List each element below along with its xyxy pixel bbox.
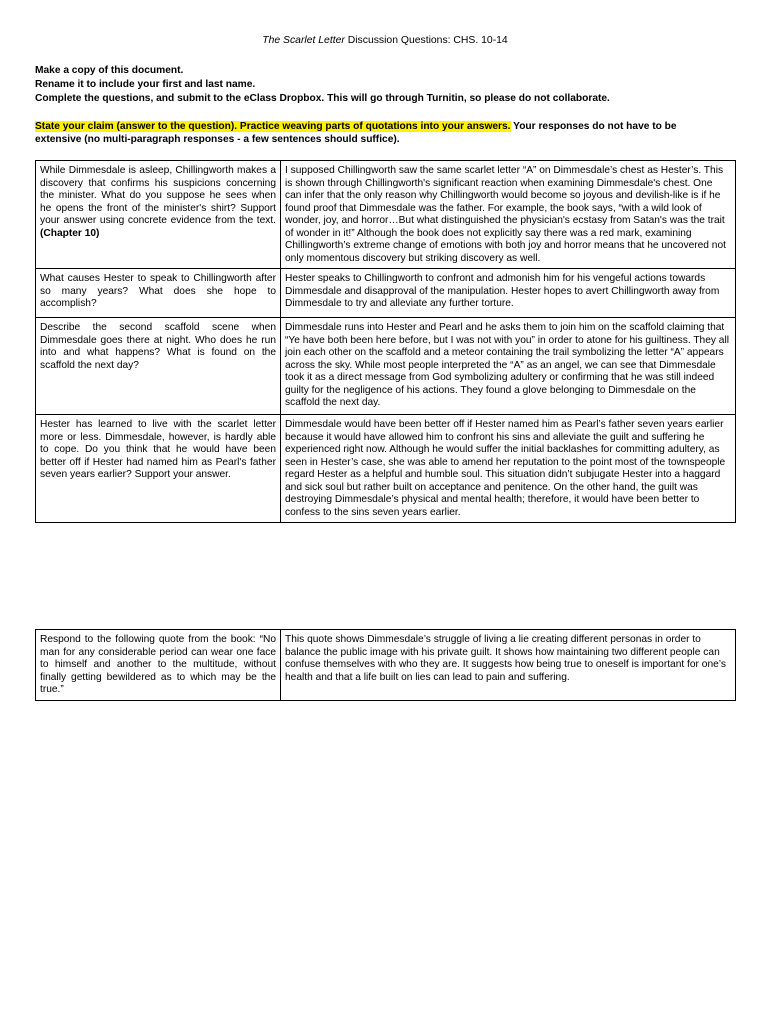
question-cell — [36, 161, 281, 269]
table-row — [36, 161, 736, 269]
title-book-name: The Scarlet Letter — [262, 35, 345, 46]
questions-table — [35, 160, 736, 523]
table-row — [36, 630, 736, 701]
instruction-line: Complete the questions, and submit to the eClass Dropbox. This will go through Turnitin, so please do not collaborate. — [35, 93, 610, 104]
answer-cell[interactable]: Hester speaks to Chillingworth to confront and admonish him for his vengeful actions towards Dimmesdale and disapproval of the manipulation. Hester hopes to avert Chillingworth away from Dimmesdale to try and alleviate any further torture. — [281, 269, 736, 318]
answer-cell[interactable]: Dimmesdale would have been better off if Hester named him as Pearl’s father seven years earlier because it would have allowed him to confront his sins and alleviate the guilt and suffering he experienced right now. Although he would suffer the initial backlashes for committing adultery, as seen in Hester’s case, she was able to amend her reputation to the point most of the townspeople regard Hester as a helpful and humble soul. This situation didn’t subjugate Hester into a haggard and sick soul but rather built on acceptance and penitence. On the other hand, the guilt was destroying Dimmesdale’s physical and mental health; therefore, it would have been better to confess to the sins seven years earlier. — [281, 415, 736, 523]
instruction-line: Make a copy of this document. — [35, 65, 184, 76]
question-cell: What causes Hester to speak to Chillingworth after so many years? What does she hope to accomplish? — [36, 269, 281, 318]
question-cell: Respond to the following quote from the book: “No man for any considerable period can wear one face to himself and another to the multitude, without finally getting bewildered as to which may be the true.” — [36, 630, 281, 701]
question-text: While Dimmesdale is asleep, Chillingworth makes a discovery that confirms his suspicions concerning the minister. What do you suppose he sees when he opens the front of the minister's shirt? Support your answer using concrete evidence from the text. — [40, 165, 276, 226]
claim-instructions — [35, 120, 725, 146]
answer-cell[interactable]: I supposed Chillingworth saw the same scarlet letter “A” on Dimmesdale’s chest as Hester’s. This is shown through Chillingworth's significant reaction when examining Dimmesdale's chest. One can infer that the only reason why Chillingworth would become so joyous and devilish-like is if he found proof that Dimmesdale was the father. For example, the book says, “with a wild look of wonder, joy, and horror…But what distinguished the physician's ecstasy from Satan's was the trait of wonder in it!” Although the book does not explicitly say there was a red mark, examining Chillingworth’s extreme change of emotions with both joy and horror means that he uncovered not only momentous discovery but striking discovery as well. — [281, 161, 736, 269]
table-row — [36, 415, 736, 523]
question-cell: Hester has learned to live with the scarlet letter more or less. Dimmesdale, however, is hardly able to cope. Do you think that he would have been better off if Hester had named him as Pearl's father seven years earlier? Support your answer. — [36, 415, 281, 523]
answer-cell[interactable]: This quote shows Dimmesdale’s struggle of living a lie creating different personas in order to balance the public image with his private guilt. It shows how maintaining two different people can confuse themselves with who they are. It suggests how being true to oneself is important for one’s health and that a life built on lies can lead to pain and suffering. — [281, 630, 736, 701]
instructions — [35, 64, 735, 106]
question-chapter: (Chapter 10) — [40, 227, 100, 239]
table-row — [36, 269, 736, 318]
claim-rest: Your responses do not have to be extensive (no multi-paragraph responses - a few sentences should suffice). — [35, 121, 677, 145]
answer-cell[interactable]: Dimmesdale runs into Hester and Pearl and he asks them to join him on the scaffold claiming that “Ye have both been here before, but I was not with you” in order to atone for his guiltiness. They all join each other on the scaffold and a meteor containing the trail symbolizing the letter “A” appears across the sky. While most people interpreted the “A” as an angel, we can see that Dimmesdale took it as a direct message from God symbolizing adultery or confirming that he was still indeed guilty for the negligence of his actions. They found a glove belonging to Dimmesdale on the scaffold the next day. — [281, 318, 736, 415]
table-row — [36, 318, 736, 415]
quote-table — [35, 629, 736, 701]
page-title — [35, 35, 735, 48]
claim-highlight: State your claim (answer to the question). Practice weaving parts of quotations into your answers. — [35, 121, 511, 132]
title-rest: Discussion Questions: CHS. 10-14 — [344, 35, 508, 46]
instruction-line: Rename it to include your first and last name. — [35, 79, 256, 90]
question-cell: Describe the second scaffold scene when Dimmesdale goes there at night. Who does he run into and what happens? What is found on the scaffold the next day? — [36, 318, 281, 415]
